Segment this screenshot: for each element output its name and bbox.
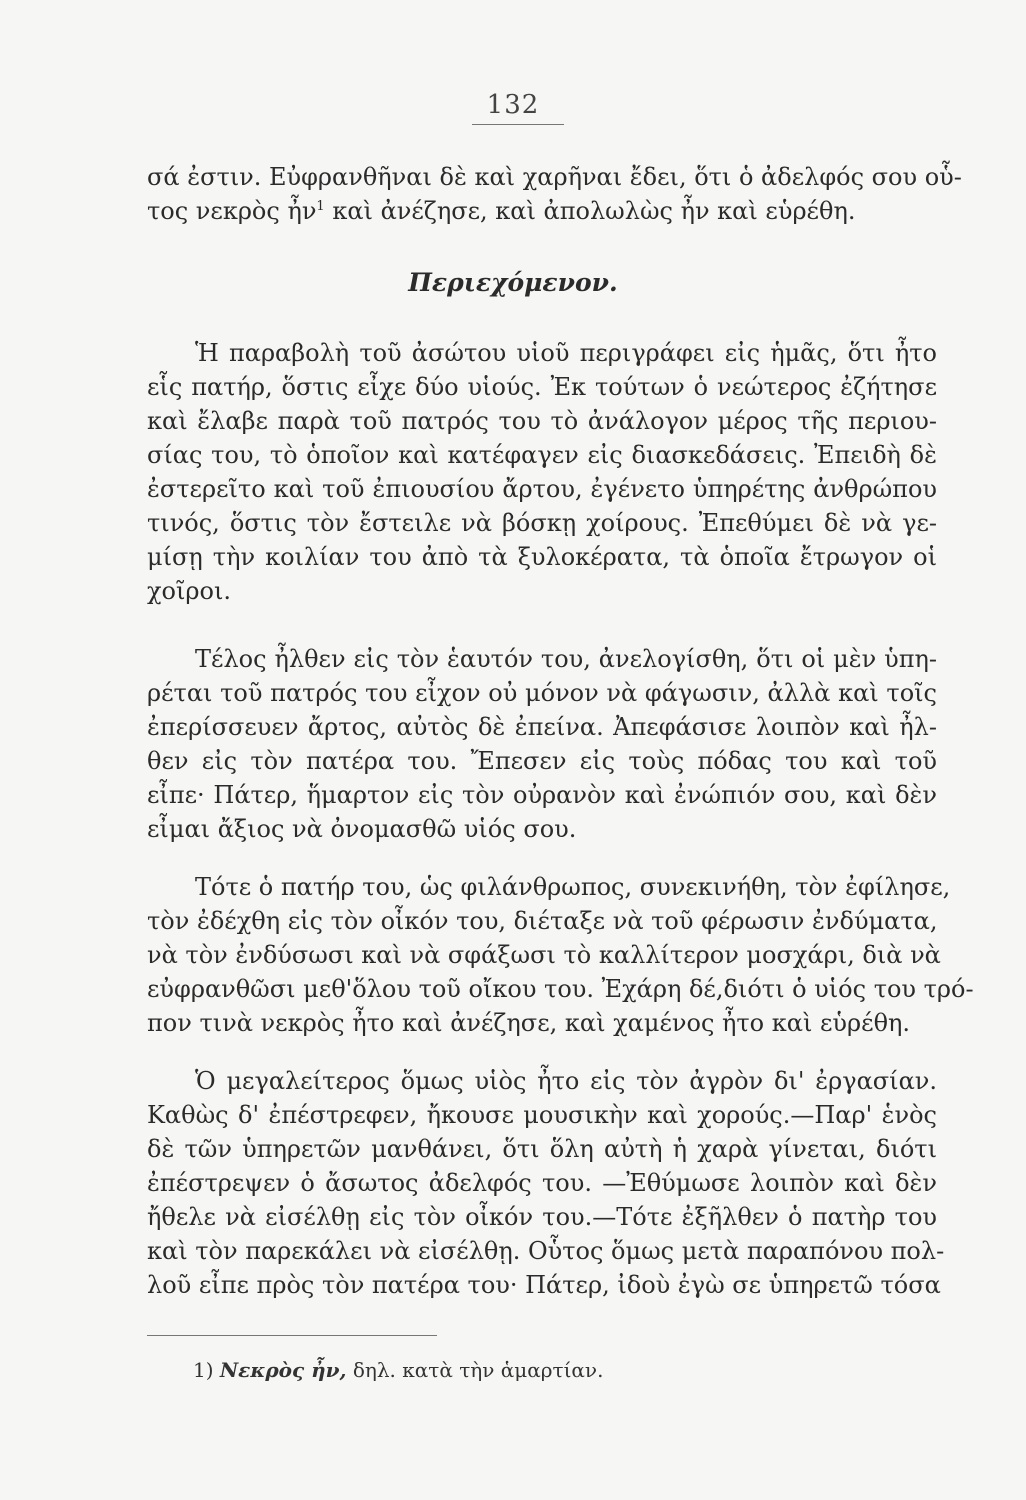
paragraph-line: ἐπέστρεψεν ὁ ἄσωτος ἀδελφός του. —Ἐθύμωσε λοιπὸν καὶ δὲν — [147, 1169, 937, 1197]
footnote — [193, 1358, 603, 1382]
paragraph-line: εἶπε· Πάτερ, ἥμαρτον εἰς τὸν οὐρανὸν καὶ ἐνώπιόν σου, καὶ δὲν — [147, 781, 937, 809]
paragraph-line: ἤθελε νὰ εἰσέλθῃ εἰς τὸν οἶκόν του.—Τότε ἐξῆλθεν ὁ πατὴρ του — [147, 1203, 937, 1231]
footnote-marker: 1) — [193, 1358, 214, 1382]
header-rule — [472, 124, 564, 125]
intro-line-2-end: καὶ ἀνέζησε, καὶ ἀπολωλὼς ἦν καὶ εὑρέθη. — [324, 197, 856, 225]
paragraph-line: νὰ τὸν ἐνδύσωσι καὶ νὰ σφάξωσι τὸ καλλίτερον μοσχάρι, διὰ νὰ — [147, 941, 941, 969]
paragraph-line: χοῖροι. — [147, 577, 231, 605]
footnote-text: δηλ. κατὰ τὴν ἁμαρτίαν. — [346, 1358, 604, 1382]
paragraph-line: μίσῃ τὴν κοιλίαν του ἀπὸ τὰ ξυλοκέρατα, τὰ ὁποῖα ἔτρωγον οἱ — [147, 543, 937, 571]
paragraph-line: τὸν ἐδέχθη εἰς τὸν οἶκόν του, διέταξε νὰ τοῦ φέρωσιν ἐνδύματα, — [147, 907, 938, 935]
paragraph-line: εἷς πατήρ, ὅστις εἶχε δύο υἱούς. Ἐκ τούτων ὁ νεώτερος ἐζήτησε — [147, 373, 937, 401]
paragraph-line: ρέται τοῦ πατρός του εἶχον οὐ μόνον νὰ φάγωσιν, ἀλλὰ καὶ τοῖς — [147, 679, 937, 707]
paragraph-line: εὐφρανθῶσι μεθ'ὅλου τοῦ οἴκου του. Ἐχάρη δέ,διότι ὁ υἱός του τρό- — [147, 975, 974, 1003]
paragraph-line: Ὁ μεγαλείτερος ὅμως υἱὸς ἦτο εἰς τὸν ἀγρὸν δι' ἐργασίαν. — [195, 1067, 937, 1095]
paragraph-3 — [147, 870, 974, 1040]
paragraph-line: Τέλος ἦλθεν εἰς τὸν ἑαυτόν του, ἀνελογίσθη, ὅτι οἱ μὲν ὑπη- — [195, 645, 937, 673]
intro-line-2-start: τος νεκρὸς ἦν — [147, 197, 317, 225]
paragraph-line: καὶ ἔλαβε παρὰ τοῦ πατρός του τὸ ἀνάλογον μέρος τῆς περιου- — [147, 407, 937, 435]
page-number: 132 — [486, 90, 540, 120]
paragraph-1 — [147, 336, 937, 608]
footnote-rule — [147, 1335, 437, 1336]
paragraph-line: Τότε ὁ πατήρ του, ὡς φιλάνθρωπος, συνεκινήθη, τὸν ἐφίλησε, — [195, 873, 951, 901]
paragraph-line: ἐστερεῖτο καὶ τοῦ ἐπιουσίου ἄρτου, ἐγένετο ὑπηρέτης ἀνθρώπου — [147, 475, 937, 503]
paragraph-line: πον τινὰ νεκρὸς ἦτο καὶ ἀνέζησε, καὶ χαμένος ἦτο καὶ εὑρέθη. — [147, 1009, 911, 1037]
paragraph-line: δὲ τῶν ὑπηρετῶν μανθάνει, ὅτι ὅλη αὐτὴ ἡ χαρὰ γίνεται, διότι — [147, 1135, 937, 1163]
paragraph-line: τινός, ὅστις τὸν ἔστειλε νὰ βόσκῃ χοίρους. Ἐπεθύμει δὲ νὰ γε- — [147, 509, 937, 537]
paragraph-4 — [147, 1064, 945, 1302]
paragraph-line: Καθὼς δ' ἐπέστρεφεν, ἤκουσε μουσικὴν καὶ χορούς.—Παρ' ἑνὸς — [147, 1101, 937, 1129]
footnote-term: Νεκρὸς ἦν, — [219, 1358, 347, 1382]
paragraph-line: ἐπερίσσευεν ἄρτος, αὐτὸς δὲ ἐπείνα. Ἀπεφάσισε λοιπὸν καὶ ἦλ- — [147, 713, 937, 741]
intro-line-2 — [147, 194, 937, 228]
section-heading: Περιεχόμενον. — [408, 268, 618, 297]
paragraph-line: θεν εἰς τὸν πατέρα του. Ἔπεσεν εἰς τοὺς πόδας του καὶ τοῦ — [147, 747, 937, 775]
paragraph-line: λοῦ εἶπε πρὸς τὸν πατέρα του· Πάτερ, ἰδοὺ ἐγὼ σε ὑπηρετῶ τόσα — [147, 1271, 941, 1299]
paragraph-2 — [147, 642, 937, 846]
paragraph-line: καὶ τὸν παρεκάλει νὰ εἰσέλθῃ. Οὗτος ὅμως μετὰ παραπόνου πολ- — [147, 1237, 945, 1265]
paragraph-line: εἶμαι ἄξιος νὰ ὀνομασθῶ υἱός σου. — [147, 815, 577, 843]
paragraph-line: Ἡ παραβολὴ τοῦ ἀσώτου υἱοῦ περιγράφει εἰς ἡμᾶς, ὅτι ἦτο — [195, 339, 937, 367]
intro-text — [147, 160, 962, 228]
footnote-reference: 1 — [316, 199, 325, 214]
intro-line-1: σά ἐστιν. Εὐφρανθῆναι δὲ καὶ χαρῆναι ἔδει, ὅτι ὁ ἀδελφός σου οὗ- — [147, 163, 962, 191]
paragraph-line: σίας του, τὸ ὁποῖον καὶ κατέφαγεν εἰς διασκεδάσεις. Ἐπειδὴ δὲ — [147, 441, 937, 469]
